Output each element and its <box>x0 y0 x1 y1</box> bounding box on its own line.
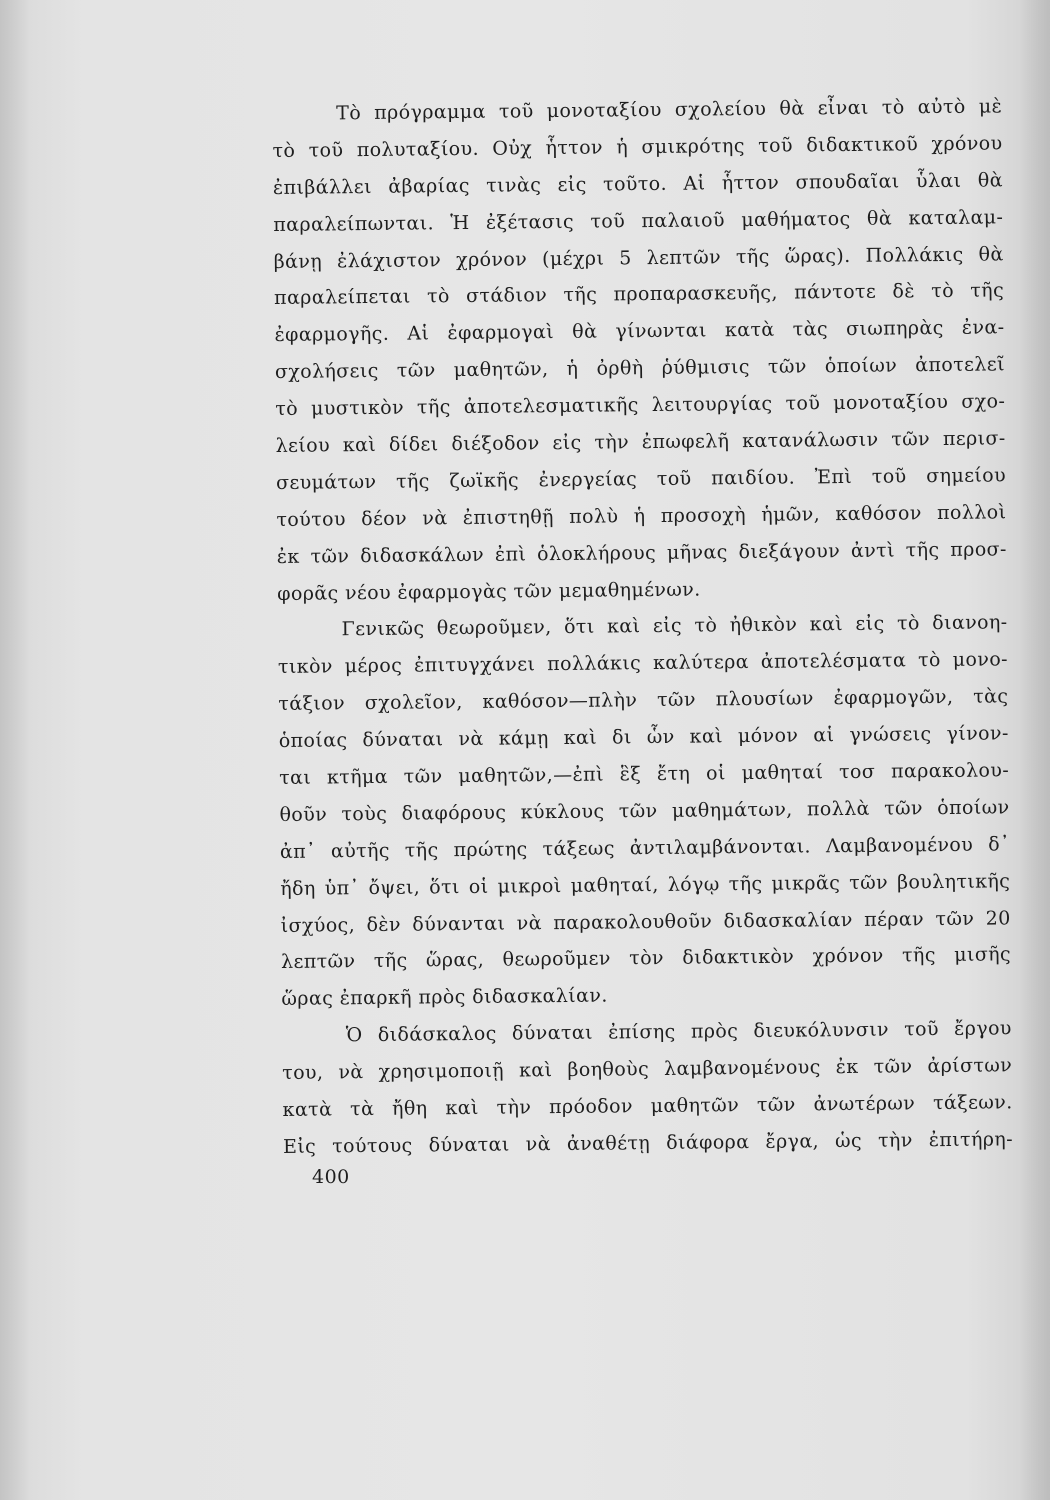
text-line: ὁποίας δύναται νὰ κάμῃ καὶ δι ὧν καὶ μόνον αἱ γνώσεις γίνον- <box>278 722 1009 753</box>
text-line: ἐπιβάλλει ἀβαρίας τινὰς εἰς τοῦτο. Αἱ ἧττον σπουδαῖαι ὗλαι θὰ <box>272 169 1004 199</box>
text-line: τὸ τοῦ πολυταξίου. Οὐχ ἧττον ἡ σμικρότης τοῦ διδακτικοῦ χρόνου <box>272 132 1003 162</box>
text-line: κατὰ τὰ ἤθη καὶ τὴν πρόοδον μαθητῶν τῶν ἀνωτέρων τάξεων. <box>282 1091 1013 1121</box>
page-shadow-left <box>0 0 30 1500</box>
text-line: σευμάτων τῆς ζωϊκῆς ἐνεργείας τοῦ παιδίου. Ἐπὶ τοῦ σημείου <box>275 464 1007 494</box>
text-line: ὥρας ἐπαρκῆ πρὸς διδασκαλίαν. <box>281 984 608 1011</box>
text-line: ἤδη ὑπ᾽ ὄψει, ὅτι οἱ μικροὶ μαθηταί, λόγῳ τῆς μικρᾶς τῶν βουλητικῆς <box>280 870 1011 900</box>
text-line: ἀπ᾽ αὐτῆς τῆς πρώτης τάξεως ἀντιλαμβάνονται. Λαμβανομένου δ᾽ <box>279 833 1010 863</box>
text-line: Ὁ διδάσκαλος δύναται ἐπίσης πρὸς διευκόλυνσιν τοῦ ἔργου <box>345 1017 1012 1047</box>
text-line: τικὸν μέρος ἐπιτυγχάνει πολλάκις καλύτερα ἀποτελέσματα τὸ μονο- <box>277 648 1009 679</box>
text-line: ἰσχύος, δὲν δύνανται νὰ παρακολουθοῦν διδασκαλίαν πέραν τῶν 20 <box>280 906 1011 937</box>
text-line: ἐκ τῶν διδασκάλων ἐπὶ ὁλοκλήρους μῆνας διεξάγουν ἀντὶ τῆς προσ- <box>276 538 1007 568</box>
text-line: παραλείπωνται. Ἡ ἐξέτασις τοῦ παλαιοῦ μαθήματος θὰ καταλαμ- <box>273 206 1004 236</box>
text-line: τὸ μυστικὸν τῆς ἀποτελεσματικῆς λειτουργίας τοῦ μονοταξίου σχο- <box>275 390 1006 421</box>
text-line: φορᾶς νέου ἐφαρμογὰς τῶν μεμαθημένων. <box>277 578 701 605</box>
text-line: παραλείπεται τὸ στάδιον τῆς προπαρασκευῆς, πάντοτε δὲ τὸ τῆς <box>274 279 1005 310</box>
text-line: ἐφαρμογῆς. Αἱ ἐφαρμογαὶ θὰ γίνωνται κατὰ τὰς σιωπηρὰς ἐνα- <box>274 316 1005 347</box>
text-line: λείου καὶ δίδει διέξοδον εἰς τὴν ἐπωφελῆ κατανάλωσιν τῶν περισ- <box>275 427 1006 457</box>
text-line: Εἰς τούτους δύναται νὰ ἀναθέτῃ διάφορα ἔργα, ὡς τὴν ἐπιτήρη- <box>282 1128 1014 1158</box>
paragraph-3 <box>282 1011 1014 1166</box>
paragraph-2 <box>277 605 1011 1018</box>
text-line: σχολήσεις τῶν μαθητῶν, ἡ ὀρθὴ ῥύθμισις τῶν ὁποίων ἀποτελεῖ <box>274 353 1005 384</box>
text-line: βάνῃ ἐλάχιστον χρόνον (μέχρι 5 λεπτῶν τῆς ὥρας). Πολλάκις θὰ <box>273 242 1004 273</box>
text-line: τάξιον σχολεῖον, καθόσον—πλὴν τῶν πλουσίων ἐφαρμογῶν, τὰς <box>278 685 1009 716</box>
paragraph-1 <box>272 88 1007 612</box>
text-line: ται κτῆμα τῶν μαθητῶν,—ἐπὶ ἓξ ἔτη οἱ μαθηταί τοσ παρακολου- <box>279 759 1010 789</box>
page-shadow-right <box>1020 0 1050 1500</box>
text-line: λεπτῶν τῆς ὥρας, θεωροῦμεν τὸν διδακτικὸν χρόνον τῆς μισῆς <box>280 943 1012 974</box>
text-line: τούτου δέον νὰ ἐπιστηθῇ πολὺ ἡ προσοχὴ ἡμῶν, καθόσον πολλοὶ <box>276 501 1007 531</box>
text-line: Γενικῶς θεωροῦμεν, ὅτι καὶ εἰς τὸ ἠθικὸν καὶ εἰς τὸ διανοη- <box>341 611 1008 641</box>
text-line: του, νὰ χρησιμοποιῇ καὶ βοηθοὺς λαμβανομένους ἐκ τῶν ἀρίστων <box>282 1054 1013 1085</box>
page-number: 400 <box>312 1166 350 1188</box>
text-line: θοῦν τοὺς διαφόρους κύκλους τῶν μαθημάτων, πολλὰ τῶν ὁποίων <box>279 796 1010 826</box>
body-text <box>272 88 1013 1165</box>
text-line: Τὸ πρόγραμμα τοῦ μονοταξίου σχολείου θὰ εἶναι τὸ αὐτὸ μὲ <box>336 95 1003 125</box>
